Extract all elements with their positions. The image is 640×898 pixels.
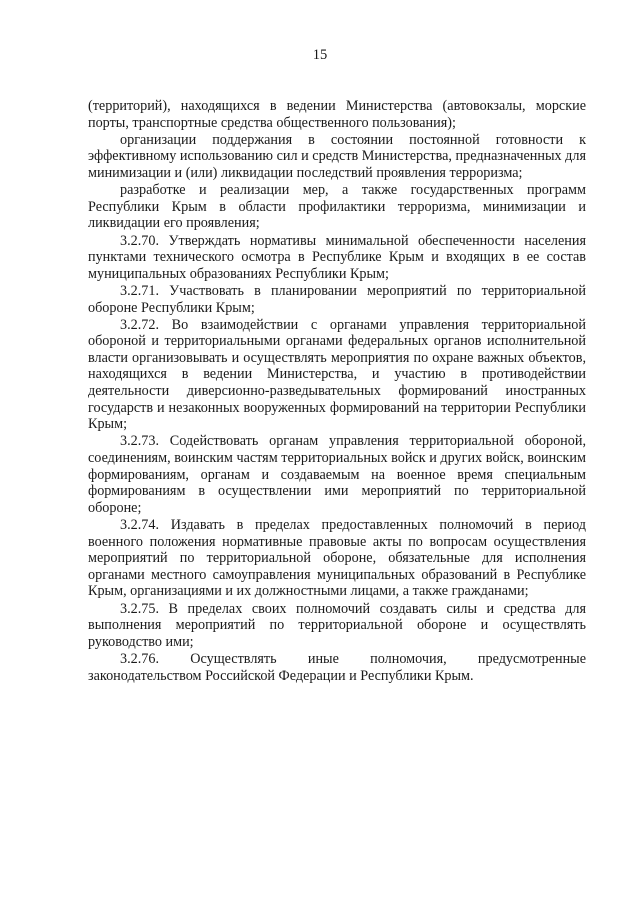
paragraph-3-2-70: 3.2.70. Утверждать нормативы минимальной обеспеченности населения пунктами технического осмотра в Республике Крым и входящих в ее состав муниципальных образованиях Республики Крым; <box>88 232 586 282</box>
page-number: 15 <box>312 47 328 63</box>
paragraph-3-2-75: 3.2.75. В пределах своих полномочий создавать силы и средства для выполнения мероприятий по территориальной обороне и осуществлять руководство ими; <box>88 600 586 650</box>
paragraph-3-2-74: 3.2.74. Издавать в пределах предоставленных полномочий в период военного положения нормативные правовые акты по вопросам осуществления мероприятий по территориальной обороне, обязательные для исполнения органами местного самоуправления муниципальных образований в Республике Крым, организациями и их должностными лицами, а также гражданами; <box>88 517 586 600</box>
paragraph-3-2-71: 3.2.71. Участвовать в планировании мероприятий по территориальной обороне Республики Крым; <box>88 282 586 316</box>
paragraph-3-2-73: 3.2.73. Содействовать органам управления территориальной обороной, соединениям, воинским частям территориальных войск и других войск, воинским формированиям, органам и создаваемым на военное время специальным формированиям в осуществлении ими мероприятий по территориальной обороне; <box>88 433 586 516</box>
paragraph-continuation: (территорий), находящихся в ведении Министерства (автовокзалы, морские порты, транспортные средства общественного пользования); <box>88 98 586 131</box>
paragraph-3-2-76: 3.2.76. Осуществлять иные полномочия, предусмотренные законодательством Российской Федерации и Республики Крым. <box>88 650 586 684</box>
paragraph-3-2-72: 3.2.72. Во взаимодействии с органами управления территориальной обороной и территориальными органами федеральных органов исполнительной власти организовывать и осуществлять мероприятия по охране важных объектов, находящихся в ведении Министерства, и участию в противодействии деятельности диверсионно-разведывательных формирований иностранных государств и незаконных вооруженных формирований на территории Республики Крым; <box>88 316 586 433</box>
document-body <box>88 98 586 684</box>
paragraph-readiness: организации поддержания в состоянии постоянной готовности к эффективному использованию сил и средств Министерства, предназначенных для минимизации и (или) ликвидации последствий проявления терроризма; <box>88 131 586 181</box>
paragraph-programs: разработке и реализации мер, а также государственных программ Республики Крым в области профилактики терроризма, минимизации и ликвидации его проявления; <box>88 182 586 232</box>
